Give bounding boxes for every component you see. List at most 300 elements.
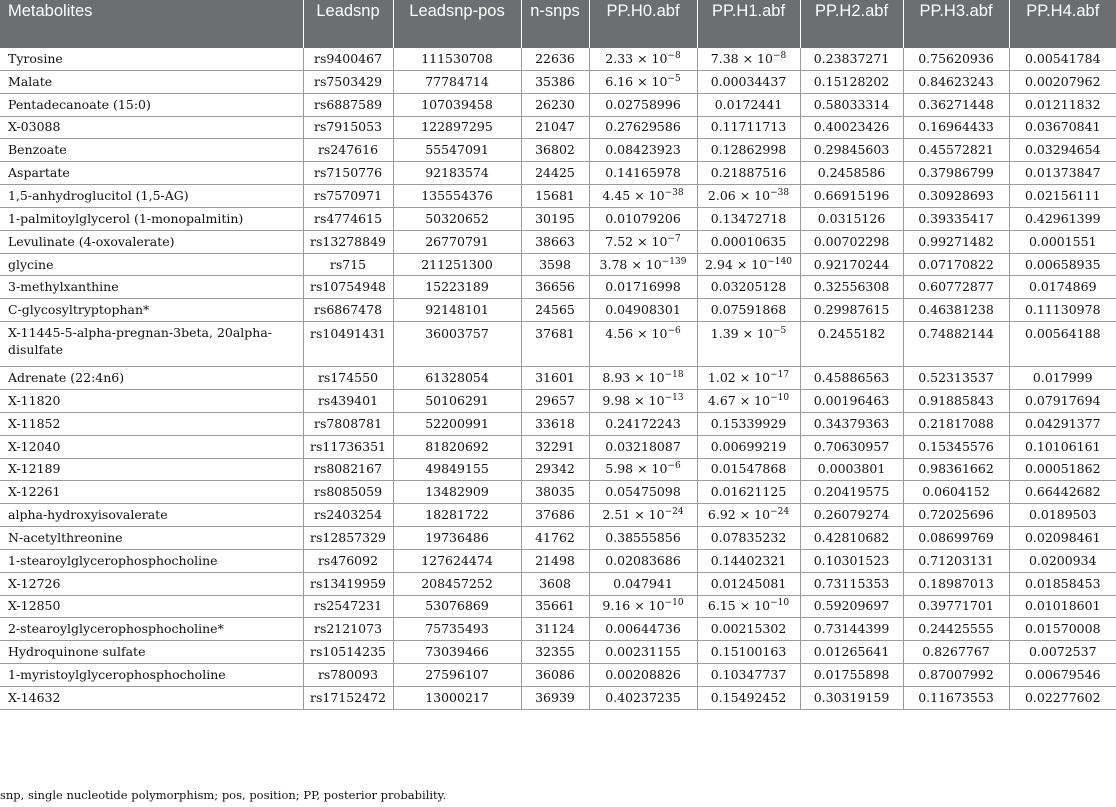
leadsnp-pos-cell: 53076869 <box>393 595 521 618</box>
mantissa: 3.78 <box>599 256 628 272</box>
table-footnote: snp, single nucleotide polymorphism; pos, position; PP, posterior probability. <box>0 788 447 802</box>
leadsnp-pos-cell: 26770791 <box>393 230 521 253</box>
table-row <box>0 458 1116 481</box>
pp-h2-cell: 0.00196463 <box>800 389 903 412</box>
pp-h1-cell <box>697 253 800 276</box>
pp-h2-cell: 0.10301523 <box>800 549 903 572</box>
leadsnp-pos-cell: 61328054 <box>393 367 521 390</box>
times-ten: × 10 <box>630 598 665 614</box>
exponent: −10 <box>770 392 790 403</box>
metabolite-cell: N-acetylthreonine <box>0 527 303 550</box>
pp-h3-cell: 0.8267767 <box>903 641 1009 664</box>
n-snps-cell: 36939 <box>521 686 589 709</box>
pp-h1-cell <box>697 48 800 70</box>
leadsnp-pos-cell: 111530708 <box>393 48 521 70</box>
pp-h2-cell: 0.01265641 <box>800 641 903 664</box>
exponent: −10 <box>770 598 790 609</box>
mantissa: 2.94 <box>705 256 733 272</box>
metabolite-cell: Hydroquinone sulfate <box>0 641 303 664</box>
n-snps-cell: 35386 <box>521 70 589 93</box>
pp-h0-cell: 0.08423923 <box>589 139 697 162</box>
mantissa: 2.51 <box>602 507 631 523</box>
pp-h1-cell: 0.07591868 <box>697 299 800 322</box>
pp-h3-cell: 0.60772877 <box>903 276 1009 299</box>
exponent: −140 <box>767 256 792 267</box>
header-metabolites: Metabolites <box>0 0 303 48</box>
header-leadsnp: Leadsnp <box>303 0 393 48</box>
pp-h2-cell: 0.01755898 <box>800 664 903 687</box>
mantissa: 4.67 <box>707 392 736 408</box>
leadsnp-pos-cell: 135554376 <box>393 185 521 208</box>
pp-h4-cell: 0.66442682 <box>1009 481 1116 504</box>
pp-h2-cell: 0.73115353 <box>800 572 903 595</box>
metabolite-cell: Pentadecanoate (15:0) <box>0 93 303 116</box>
table-row <box>0 572 1116 595</box>
leadsnp-cell: rs7570971 <box>303 185 393 208</box>
n-snps-cell: 21047 <box>521 116 589 139</box>
metabolite-cell: X-12726 <box>0 572 303 595</box>
pp-h4-cell: 0.0174869 <box>1009 276 1116 299</box>
pp-h2-cell: 0.26079274 <box>800 504 903 527</box>
pp-h2-cell: 0.59209697 <box>800 595 903 618</box>
times-ten: × 10 <box>735 507 771 523</box>
pp-h0-cell <box>589 70 697 93</box>
pp-h0-cell: 0.38555856 <box>589 527 697 550</box>
leadsnp-pos-cell: 92148101 <box>393 299 521 322</box>
times-ten: × 10 <box>633 73 668 89</box>
table-row <box>0 70 1116 93</box>
pp-h2-cell: 0.2455182 <box>800 322 903 367</box>
pp-h2-cell: 0.70630957 <box>800 435 903 458</box>
pp-h4-cell: 0.00051862 <box>1009 458 1116 481</box>
times-ten: × 10 <box>627 256 662 272</box>
pp-h0-cell: 0.27629586 <box>589 116 697 139</box>
n-snps-cell: 32291 <box>521 435 589 458</box>
pp-h2-cell: 0.2458586 <box>800 162 903 185</box>
mantissa: 5.98 <box>605 461 634 477</box>
n-snps-cell: 36086 <box>521 664 589 687</box>
leadsnp-cell: rs247616 <box>303 139 393 162</box>
times-ten: × 10 <box>735 392 771 408</box>
pp-h1-cell <box>697 595 800 618</box>
n-snps-cell: 22636 <box>521 48 589 70</box>
exponent: −8 <box>772 50 787 61</box>
leadsnp-cell: rs6887589 <box>303 93 393 116</box>
table-row <box>0 435 1116 458</box>
n-snps-cell: 24425 <box>521 162 589 185</box>
pp-h0-cell <box>589 48 697 70</box>
pp-h2-cell: 0.20419575 <box>800 481 903 504</box>
n-snps-cell: 31124 <box>521 618 589 641</box>
times-ten: × 10 <box>738 50 773 66</box>
pp-h2-cell: 0.00702298 <box>800 230 903 253</box>
exponent: −13 <box>664 392 684 403</box>
metabolite-cell: X-03088 <box>0 116 303 139</box>
n-snps-cell: 38035 <box>521 481 589 504</box>
times-ten: × 10 <box>738 326 773 342</box>
table-row <box>0 549 1116 572</box>
table-row <box>0 253 1116 276</box>
leadsnp-pos-cell: 13000217 <box>393 686 521 709</box>
pp-h4-cell: 0.017999 <box>1009 367 1116 390</box>
mantissa: 1.02 <box>707 370 736 386</box>
pp-h1-cell: 0.00034437 <box>697 70 800 93</box>
pp-h2-cell: 0.42810682 <box>800 527 903 550</box>
pp-h1-cell: 0.21887516 <box>697 162 800 185</box>
leadsnp-pos-cell: 73039466 <box>393 641 521 664</box>
pp-h3-cell: 0.15345576 <box>903 435 1009 458</box>
table-body <box>0 48 1116 709</box>
leadsnp-cell: rs9400467 <box>303 48 393 70</box>
pp-h3-cell: 0.24425555 <box>903 618 1009 641</box>
times-ten: × 10 <box>633 461 668 477</box>
table-row <box>0 116 1116 139</box>
mantissa: 9.98 <box>602 392 631 408</box>
table-row <box>0 686 1116 709</box>
times-ten: × 10 <box>735 187 771 203</box>
pp-h0-cell: 0.40237235 <box>589 686 697 709</box>
exponent: −10 <box>664 598 684 609</box>
leadsnp-cell: rs7915053 <box>303 116 393 139</box>
n-snps-cell: 38663 <box>521 230 589 253</box>
pp-h0-cell <box>589 230 697 253</box>
pp-h1-cell <box>697 504 800 527</box>
pp-h3-cell: 0.72025696 <box>903 504 1009 527</box>
leadsnp-cell: rs17152472 <box>303 686 393 709</box>
pp-h1-cell <box>697 322 800 367</box>
leadsnp-cell: rs476092 <box>303 549 393 572</box>
pp-h3-cell: 0.84623243 <box>903 70 1009 93</box>
n-snps-cell: 37681 <box>521 322 589 367</box>
mantissa: 4.45 <box>602 187 631 203</box>
pp-h0-cell <box>589 595 697 618</box>
n-snps-cell: 30195 <box>521 207 589 230</box>
table-row <box>0 504 1116 527</box>
pp-h4-cell: 0.00541784 <box>1009 48 1116 70</box>
leadsnp-pos-cell: 18281722 <box>393 504 521 527</box>
pp-h2-cell: 0.45886563 <box>800 367 903 390</box>
pp-h2-cell: 0.32556308 <box>800 276 903 299</box>
metabolite-cell: C-glycosyltryptophan* <box>0 299 303 322</box>
mantissa: 6.92 <box>707 507 736 523</box>
pp-h4-cell: 0.02156111 <box>1009 185 1116 208</box>
leadsnp-pos-cell: 208457252 <box>393 572 521 595</box>
metabolite-cell: Adrenate (22:4n6) <box>0 367 303 390</box>
leadsnp-cell: rs2403254 <box>303 504 393 527</box>
pp-h0-cell <box>589 389 697 412</box>
pp-h0-cell: 0.03218087 <box>589 435 697 458</box>
table-row <box>0 481 1116 504</box>
leadsnp-pos-cell: 107039458 <box>393 93 521 116</box>
pp-h3-cell: 0.11673553 <box>903 686 1009 709</box>
leadsnp-pos-cell: 77784714 <box>393 70 521 93</box>
n-snps-cell: 32355 <box>521 641 589 664</box>
times-ten: × 10 <box>633 233 668 249</box>
leadsnp-cell: rs174550 <box>303 367 393 390</box>
pp-h3-cell: 0.74882144 <box>903 322 1009 367</box>
table-row <box>0 139 1116 162</box>
pp-h2-cell: 0.58033314 <box>800 93 903 116</box>
exponent: −24 <box>664 507 684 518</box>
pp-h3-cell: 0.45572821 <box>903 139 1009 162</box>
exponent: −5 <box>772 326 787 337</box>
pp-h2-cell: 0.0003801 <box>800 458 903 481</box>
times-ten: × 10 <box>630 187 665 203</box>
pp-h4-cell: 0.01018601 <box>1009 595 1116 618</box>
pp-h2-cell: 0.29987615 <box>800 299 903 322</box>
pp-h0-cell: 0.01079206 <box>589 207 697 230</box>
leadsnp-cell: rs715 <box>303 253 393 276</box>
n-snps-cell: 29342 <box>521 458 589 481</box>
mantissa: 8.93 <box>602 370 631 386</box>
leadsnp-cell: rs11736351 <box>303 435 393 458</box>
table-row <box>0 595 1116 618</box>
exponent: −6 <box>667 461 681 472</box>
pp-h4-cell: 0.01858453 <box>1009 572 1116 595</box>
metabolite-cell: X-11445-5-alpha-pregnan-3beta, 20alpha-disulfate <box>0 322 303 367</box>
pp-h4-cell: 0.00564188 <box>1009 322 1116 367</box>
metabolite-cell: X-12189 <box>0 458 303 481</box>
header-row <box>0 0 1116 48</box>
leadsnp-cell: rs2121073 <box>303 618 393 641</box>
pp-h0-cell <box>589 322 697 367</box>
leadsnp-cell: rs439401 <box>303 389 393 412</box>
pp-h2-cell: 0.15128202 <box>800 70 903 93</box>
pp-h3-cell: 0.36271448 <box>903 93 1009 116</box>
times-ten: × 10 <box>630 507 665 523</box>
leadsnp-pos-cell: 36003757 <box>393 322 521 367</box>
metabolite-cell: X-12850 <box>0 595 303 618</box>
metabolite-cell: Malate <box>0 70 303 93</box>
leadsnp-pos-cell: 50320652 <box>393 207 521 230</box>
times-ten: × 10 <box>630 370 665 386</box>
leadsnp-cell: rs7150776 <box>303 162 393 185</box>
mantissa: 7.38 <box>710 50 739 66</box>
header-pp-h0: PP.H0.abf <box>589 0 697 48</box>
pp-h4-cell: 0.11130978 <box>1009 299 1116 322</box>
pp-h2-cell: 0.29845603 <box>800 139 903 162</box>
leadsnp-cell: rs10491431 <box>303 322 393 367</box>
leadsnp-cell: rs2547231 <box>303 595 393 618</box>
metabolite-cell: Levulinate (4-oxovalerate) <box>0 230 303 253</box>
pp-h3-cell: 0.71203131 <box>903 549 1009 572</box>
n-snps-cell: 24565 <box>521 299 589 322</box>
metabolite-cell: X-11820 <box>0 389 303 412</box>
table-row <box>0 618 1116 641</box>
metabolite-cell: 1-palmitoylglycerol (1-monopalmitin) <box>0 207 303 230</box>
header-pp-h3: PP.H3.abf <box>903 0 1009 48</box>
metabolite-cell: alpha-hydroxyisovalerate <box>0 504 303 527</box>
pp-h0-cell: 0.00644736 <box>589 618 697 641</box>
pp-h1-cell: 0.03205128 <box>697 276 800 299</box>
pp-h2-cell: 0.34379363 <box>800 412 903 435</box>
times-ten: × 10 <box>735 598 771 614</box>
pp-h3-cell: 0.30928693 <box>903 185 1009 208</box>
leadsnp-cell: rs13278849 <box>303 230 393 253</box>
exponent: −7 <box>667 233 681 244</box>
pp-h1-cell <box>697 389 800 412</box>
leadsnp-pos-cell: 13482909 <box>393 481 521 504</box>
pp-h3-cell: 0.91885843 <box>903 389 1009 412</box>
exponent: −6 <box>667 326 681 337</box>
pp-h0-cell: 0.047941 <box>589 572 697 595</box>
pp-h4-cell: 0.00658935 <box>1009 253 1116 276</box>
pp-h1-cell: 0.14402321 <box>697 549 800 572</box>
pp-h1-cell: 0.10347737 <box>697 664 800 687</box>
pp-h2-cell: 0.73144399 <box>800 618 903 641</box>
times-ten: × 10 <box>735 370 771 386</box>
table-row <box>0 367 1116 390</box>
pp-h2-cell: 0.66915196 <box>800 185 903 208</box>
header-n-snps: n-snps <box>521 0 589 48</box>
pp-h4-cell: 0.00207962 <box>1009 70 1116 93</box>
pp-h4-cell: 0.02277602 <box>1009 686 1116 709</box>
mantissa: 6.16 <box>605 73 634 89</box>
leadsnp-cell: rs4774615 <box>303 207 393 230</box>
metabolite-cell: X-12040 <box>0 435 303 458</box>
metabolite-cell: Benzoate <box>0 139 303 162</box>
leadsnp-cell: rs7808781 <box>303 412 393 435</box>
pp-h3-cell: 0.39335417 <box>903 207 1009 230</box>
mantissa: 9.16 <box>602 598 631 614</box>
pp-h3-cell: 0.46381238 <box>903 299 1009 322</box>
pp-h0-cell <box>589 504 697 527</box>
table-row <box>0 664 1116 687</box>
metabolite-cell: 2-stearoylglycerophosphocholine* <box>0 618 303 641</box>
n-snps-cell: 26230 <box>521 93 589 116</box>
pp-h2-cell: 0.0315126 <box>800 207 903 230</box>
pp-h1-cell: 0.11711713 <box>697 116 800 139</box>
pp-h4-cell: 0.0072537 <box>1009 641 1116 664</box>
pp-h3-cell: 0.0604152 <box>903 481 1009 504</box>
metabolite-cell: X-14632 <box>0 686 303 709</box>
table-row <box>0 412 1116 435</box>
metabolite-cell: glycine <box>0 253 303 276</box>
leadsnp-pos-cell: 75735493 <box>393 618 521 641</box>
table-row <box>0 322 1116 367</box>
metabolite-cell: Tyrosine <box>0 48 303 70</box>
pp-h0-cell: 0.02083686 <box>589 549 697 572</box>
pp-h1-cell: 0.01547868 <box>697 458 800 481</box>
n-snps-cell: 29657 <box>521 389 589 412</box>
mantissa: 1.39 <box>710 326 739 342</box>
exponent: −5 <box>667 73 681 84</box>
pp-h3-cell: 0.52313537 <box>903 367 1009 390</box>
pp-h0-cell: 0.04908301 <box>589 299 697 322</box>
pp-h3-cell: 0.98361662 <box>903 458 1009 481</box>
table-row <box>0 162 1116 185</box>
exponent: −8 <box>667 50 681 61</box>
exponent: −139 <box>661 256 687 267</box>
pp-h4-cell: 0.42961399 <box>1009 207 1116 230</box>
table-row <box>0 207 1116 230</box>
leadsnp-cell: rs10754948 <box>303 276 393 299</box>
leadsnp-pos-cell: 15223189 <box>393 276 521 299</box>
pp-h1-cell: 0.13472718 <box>697 207 800 230</box>
pp-h0-cell <box>589 185 697 208</box>
times-ten: × 10 <box>633 50 668 66</box>
pp-h3-cell: 0.39771701 <box>903 595 1009 618</box>
pp-h0-cell: 0.00208826 <box>589 664 697 687</box>
pp-h2-cell: 0.23837271 <box>800 48 903 70</box>
pp-h4-cell: 0.02098461 <box>1009 527 1116 550</box>
leadsnp-cell: rs13419959 <box>303 572 393 595</box>
leadsnp-cell: rs7503429 <box>303 70 393 93</box>
leadsnp-pos-cell: 122897295 <box>393 116 521 139</box>
leadsnp-pos-cell: 27596107 <box>393 664 521 687</box>
pp-h0-cell: 0.24172243 <box>589 412 697 435</box>
table-row <box>0 389 1116 412</box>
pp-h4-cell: 0.01211832 <box>1009 93 1116 116</box>
leadsnp-pos-cell: 49849155 <box>393 458 521 481</box>
metabolite-cell: Aspartate <box>0 162 303 185</box>
pp-h4-cell: 0.07917694 <box>1009 389 1116 412</box>
pp-h1-cell: 0.12862998 <box>697 139 800 162</box>
leadsnp-pos-cell: 211251300 <box>393 253 521 276</box>
leadsnp-cell: rs8085059 <box>303 481 393 504</box>
pp-h1-cell: 0.00699219 <box>697 435 800 458</box>
header-pp-h4: PP.H4.abf <box>1009 0 1116 48</box>
metabolite-cell: X-11852 <box>0 412 303 435</box>
leadsnp-pos-cell: 19736486 <box>393 527 521 550</box>
leadsnp-pos-cell: 55547091 <box>393 139 521 162</box>
pp-h1-cell: 0.00010635 <box>697 230 800 253</box>
metabolite-cell: 1-myristoylglycerophosphocholine <box>0 664 303 687</box>
metabolite-cell: 3-methylxanthine <box>0 276 303 299</box>
n-snps-cell: 33618 <box>521 412 589 435</box>
leadsnp-cell: rs780093 <box>303 664 393 687</box>
times-ten: × 10 <box>630 392 665 408</box>
pp-h1-cell: 0.01621125 <box>697 481 800 504</box>
pp-h1-cell: 0.15100163 <box>697 641 800 664</box>
n-snps-cell: 3598 <box>521 253 589 276</box>
table-row <box>0 230 1116 253</box>
pp-h1-cell <box>697 367 800 390</box>
pp-h4-cell: 0.03670841 <box>1009 116 1116 139</box>
leadsnp-cell: rs8082167 <box>303 458 393 481</box>
table-row <box>0 527 1116 550</box>
pp-h4-cell: 0.01373847 <box>1009 162 1116 185</box>
pp-h4-cell: 0.04291377 <box>1009 412 1116 435</box>
mantissa: 6.15 <box>707 598 736 614</box>
leadsnp-pos-cell: 52200991 <box>393 412 521 435</box>
pp-h1-cell: 0.15492452 <box>697 686 800 709</box>
pp-h3-cell: 0.75620936 <box>903 48 1009 70</box>
pp-h0-cell: 0.14165978 <box>589 162 697 185</box>
pp-h4-cell: 0.03294654 <box>1009 139 1116 162</box>
pp-h0-cell <box>589 458 697 481</box>
times-ten: × 10 <box>732 256 768 272</box>
metabolite-cell: X-12261 <box>0 481 303 504</box>
n-snps-cell: 15681 <box>521 185 589 208</box>
pp-h3-cell: 0.37986799 <box>903 162 1009 185</box>
pp-h1-cell: 0.00215302 <box>697 618 800 641</box>
leadsnp-pos-cell: 81820692 <box>393 435 521 458</box>
n-snps-cell: 36656 <box>521 276 589 299</box>
table-row <box>0 48 1116 70</box>
pp-h2-cell: 0.40023426 <box>800 116 903 139</box>
pp-h2-cell: 0.30319159 <box>800 686 903 709</box>
pp-h3-cell: 0.99271482 <box>903 230 1009 253</box>
table-row <box>0 299 1116 322</box>
pp-h0-cell: 0.02758996 <box>589 93 697 116</box>
pp-h4-cell: 0.0200934 <box>1009 549 1116 572</box>
n-snps-cell: 35661 <box>521 595 589 618</box>
pp-h4-cell: 0.00679546 <box>1009 664 1116 687</box>
pp-h1-cell <box>697 185 800 208</box>
leadsnp-pos-cell: 92183574 <box>393 162 521 185</box>
table-row <box>0 185 1116 208</box>
